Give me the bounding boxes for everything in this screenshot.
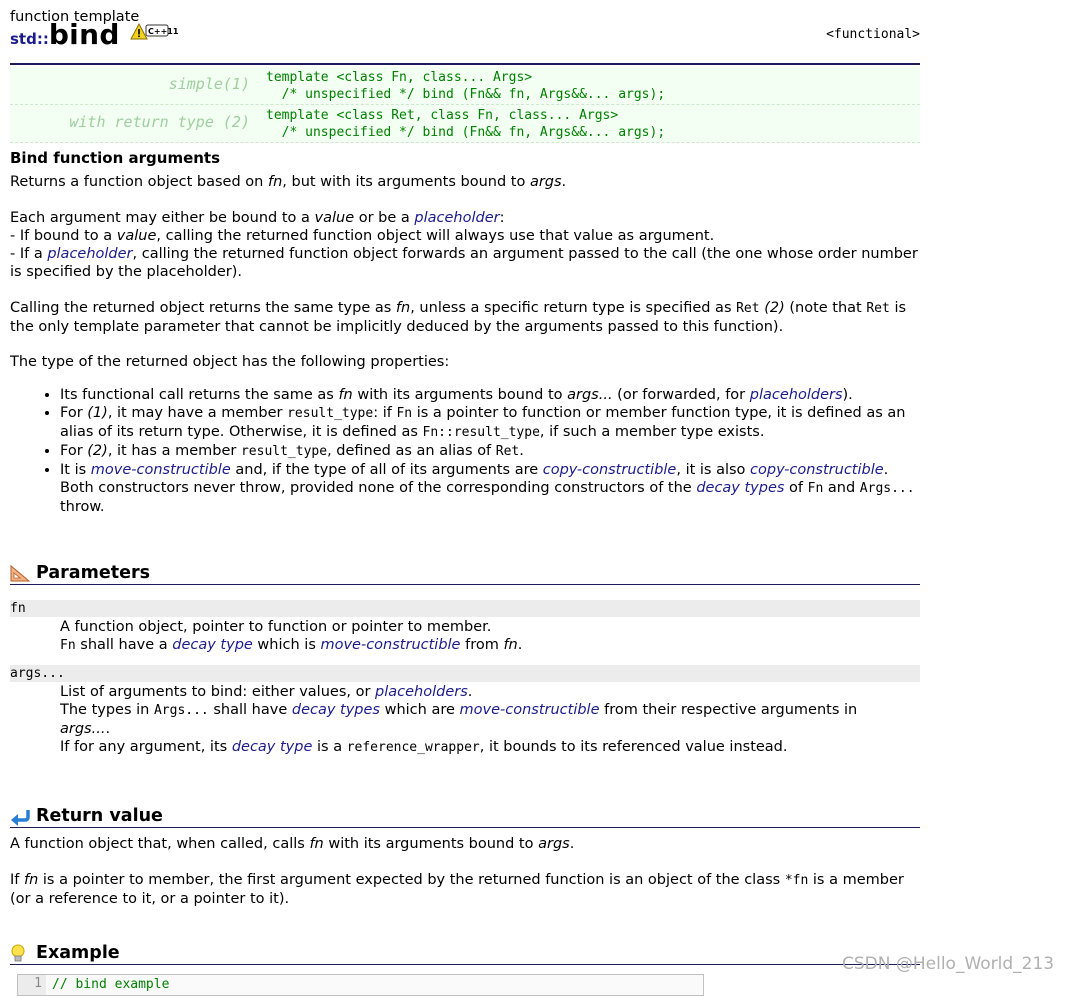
- return-value-line1: A function object that, when called, calls fn with its arguments bound to args.: [10, 836, 575, 852]
- binding-paragraph: Each argument may either be bound to a value or be a placeholder: - If bound to a value, calling the returned function object will always use that value as argument. - If a placeholder, calling the returned function object forwards an argument passed to the call (the one whose order number is specified by the placeholder).: [10, 210, 918, 280]
- param-desc-args: List of arguments to bind: either values, or placeholders. The types in Args... shall have decay types which are move-constructible from their respective arguments in args.... If for any argument, its decay type is a reference_wrapper, it bounds to its referenced value instead.: [60, 684, 858, 755]
- cxx11-warning-icon[interactable]: [130, 23, 179, 46]
- prototype-row: [10, 67, 920, 105]
- decay-type-link[interactable]: decay type: [231, 739, 313, 755]
- lightbulb-icon: [10, 944, 28, 969]
- return-value-line2: If fn is a pointer to member, the first argument expected by the returned function is an object of the class *fn is a member (or a reference to it, or a pointer to it).: [10, 872, 904, 907]
- placeholder-link[interactable]: placeholder: [414, 210, 500, 226]
- entity-kind: function template: [10, 9, 140, 25]
- set-square-icon: [10, 564, 30, 587]
- return-value-heading: Return value: [10, 806, 920, 828]
- prototype-row: [10, 105, 920, 143]
- page-title: [10, 18, 179, 51]
- return-type-paragraph: Calling the returned object returns the same type as fn, unless a specific return type is specified as Ret (2) (note that Ret is the only template parameter that cannot be implicitly deduced by the arguments passed to this function).: [10, 300, 907, 335]
- example-heading: Example: [10, 943, 920, 965]
- prototype-line: /* unspecified */ bind (Fn&& fn, Args&&... args);: [266, 87, 666, 102]
- decay-types-link[interactable]: decay types: [696, 480, 785, 496]
- line-number: 1: [18, 975, 46, 995]
- copy-constructible-link[interactable]: copy-constructible: [750, 462, 884, 478]
- title-name: bind: [48, 18, 120, 51]
- decay-type-link[interactable]: decay type: [172, 637, 253, 653]
- placeholder-link[interactable]: placeholder: [47, 246, 133, 262]
- placeholders-link[interactable]: placeholders: [749, 387, 843, 403]
- properties-intro: The type of the returned object has the following properties:: [10, 354, 450, 370]
- prototype-line: /* unspecified */ bind (Fn&& fn, Args&&... args);: [266, 125, 666, 140]
- prototype-tag[interactable]: with return type (2): [69, 113, 250, 131]
- example-code-box[interactable]: [17, 974, 704, 996]
- move-constructible-link[interactable]: move-constructible: [90, 462, 231, 478]
- prototype-table: [10, 67, 920, 143]
- svg-text:C++11: C++11: [148, 27, 179, 36]
- list-item: • For (2), it has a member result_type, defined as an alias of Ret.: [60, 442, 920, 461]
- prototype-line: template <class Fn, class... Args>: [266, 70, 533, 85]
- intro-paragraph: Returns a function object based on fn, but with its arguments bound to args.: [10, 174, 567, 190]
- code-comment: // bind example: [52, 977, 170, 992]
- parameters-heading: Parameters: [10, 563, 920, 585]
- prototype-code: [266, 69, 665, 103]
- decay-types-link[interactable]: decay types: [291, 702, 380, 718]
- title-namespace: std::: [10, 30, 49, 48]
- title-divider: [10, 63, 920, 65]
- param-name-fn: fn: [10, 600, 920, 617]
- list-item: • For (1), it may have a member result_type: if Fn is a pointer to function or member function type, it is defined as an alias of its return type. Otherwise, it is defined as Fn::result_type, if such a member type exists.: [60, 404, 920, 442]
- list-item: • Its functional call returns the same as fn with its arguments bound to args... (or forwarded, for placeholders).: [60, 386, 920, 404]
- return-arrow-icon: [10, 807, 32, 830]
- watermark: CSDN @Hello_World_213: [842, 954, 1055, 974]
- properties-list: [10, 386, 920, 516]
- move-constructible-link[interactable]: move-constructible: [320, 637, 461, 653]
- list-item: • It is move-constructible and, if the type of all of its arguments are copy-constructible, it is also copy-constructible. Both constructors never throw, provided none of the corresponding constructors of the decay types of Fn and Args... throw.: [60, 461, 920, 516]
- summary-heading: Bind function arguments: [10, 149, 221, 167]
- prototype-code: [266, 107, 665, 141]
- prototype-tag[interactable]: simple(1): [168, 75, 250, 93]
- move-constructible-link[interactable]: move-constructible: [459, 702, 600, 718]
- header-file-label: <functional>: [826, 27, 920, 42]
- placeholders-link[interactable]: placeholders: [375, 684, 468, 700]
- prototype-line: template <class Ret, class Fn, class... Args>: [266, 108, 619, 123]
- copy-constructible-link[interactable]: copy-constructible: [542, 462, 677, 478]
- param-desc-fn: A function object, pointer to function or pointer to member. Fn shall have a decay type which is move-constructible from fn.: [60, 619, 523, 653]
- param-name-args: args...: [10, 665, 920, 682]
